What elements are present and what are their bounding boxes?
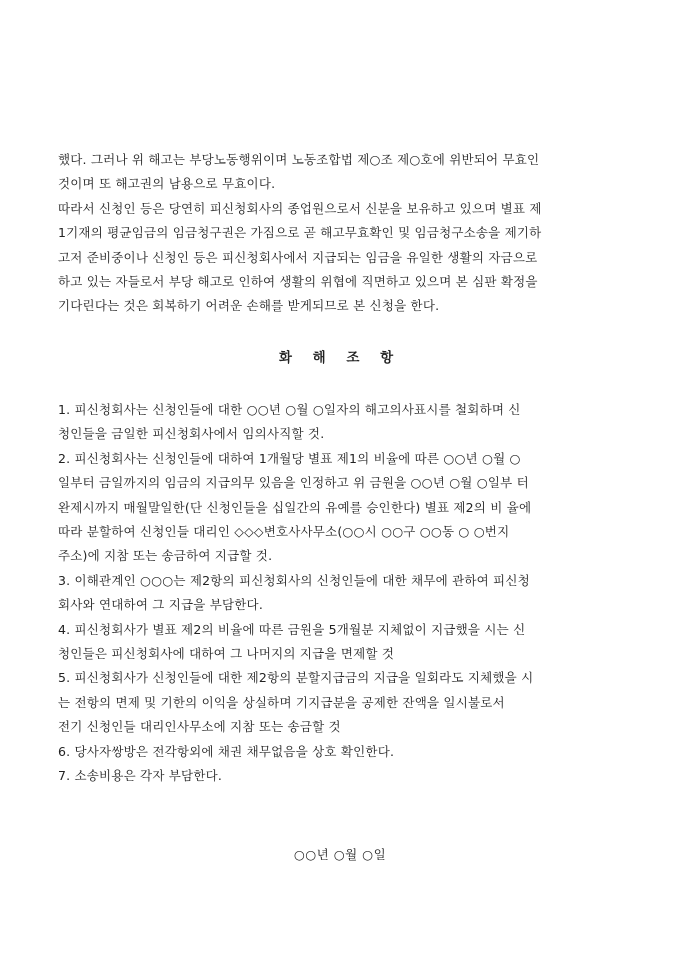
term-line: 는 전항의 면제 및 기한의 이익을 상실하며 기지급분을 공제한 잔액을 일시불로서	[58, 694, 505, 710]
term-line: 7. 소송비용은 각자 부담한다.	[58, 768, 223, 784]
term-line: 5. 피신청회사가 신청인들에 대한 제2항의 분할지급금의 지급을 일회라도 지체했을 시	[58, 670, 534, 686]
intro-line: 기다린다는 것은 회복하기 어려운 손해를 받게되므로 본 신청을 한다.	[58, 298, 440, 314]
term-line: 회사와 연대하여 그 지급을 부담한다.	[58, 597, 263, 613]
settlement-terms	[58, 398, 624, 789]
term-line: 주소)에 지참 또는 송금하여 지급할 것.	[58, 548, 273, 564]
term-line: 청인들을 금일한 피신청회사에서 임의사직할 것.	[58, 426, 325, 442]
term-line: 6. 당사자쌍방은 전각항외에 채권 채무없음을 상호 확인한다.	[58, 743, 395, 759]
term-line: 완제시까지 매월말일한(단 신청인들을 십일간의 유예를 승인한다) 별표 제2의 비 율에	[58, 499, 532, 515]
document-date: ○○년 ○월 ○일	[293, 847, 387, 862]
term-line: 2. 피신청회사는 신청인들에 대하여 1개월당 별표 제1의 비율에 따른 ○○년 ○월 ○	[58, 450, 521, 466]
section-heading: 화 해 조 항	[278, 350, 402, 366]
term-line: 청인들은 피신청회사에 대하여 그 나머지의 지급을 면제할 것	[58, 646, 395, 662]
term-line: 일부터 금일까지의 임금의 지급의무 있음을 인정하고 위 금원을 ○○년 ○월 ○일부 터	[58, 475, 529, 491]
intro-line: 했다. 그러나 위 해고는 부당노동행위이며 노동조합법 제○조 제○호에 위반되어 무효인	[58, 152, 540, 167]
term-line: 3. 이해관계인 ○○○는 제2항의 피신청회사의 신청인들에 대한 채무에 관하여 피신청	[58, 572, 530, 588]
term-line: 따라 분할하여 신청인들 대리인 ◇◇◇변호사사무소(○○시 ○○구 ○○동 ○ ○번지	[58, 524, 510, 540]
term-line: 4. 피신청회사가 별표 제2의 비율에 따른 금원을 5개월분 지체없이 지급했을 시는 신	[58, 621, 526, 637]
intro-line: 1기재의 평균임금의 임금청구권은 가짐으로 곧 해고무효확인 및 임금청구소송을 제기하	[58, 225, 542, 241]
intro-paragraph	[58, 148, 624, 319]
term-line: 전기 신청인들 대리인사무소에 지참 또는 송금할 것	[58, 719, 341, 735]
term-line: 1. 피신청회사는 신청인들에 대한 ○○년 ○월 ○일자의 해고의사표시를 철회하며 신	[58, 402, 521, 417]
intro-line: 고저 준비중이나 신청인 등은 피신청회사에서 지급되는 임금을 유일한 생활의 자금으로	[58, 249, 538, 265]
intro-line: 하고 있는 자들로서 부당 해고로 인하여 생활의 위협에 직면하고 있으며 본 심판 확정을	[58, 274, 538, 290]
intro-line: 따라서 신청인 등은 당연히 피신청회사의 종업원으로서 신분을 보유하고 있으며 별표 제	[58, 200, 542, 216]
intro-line: 것이며 또 해고권의 남용으로 무효이다.	[58, 176, 276, 192]
